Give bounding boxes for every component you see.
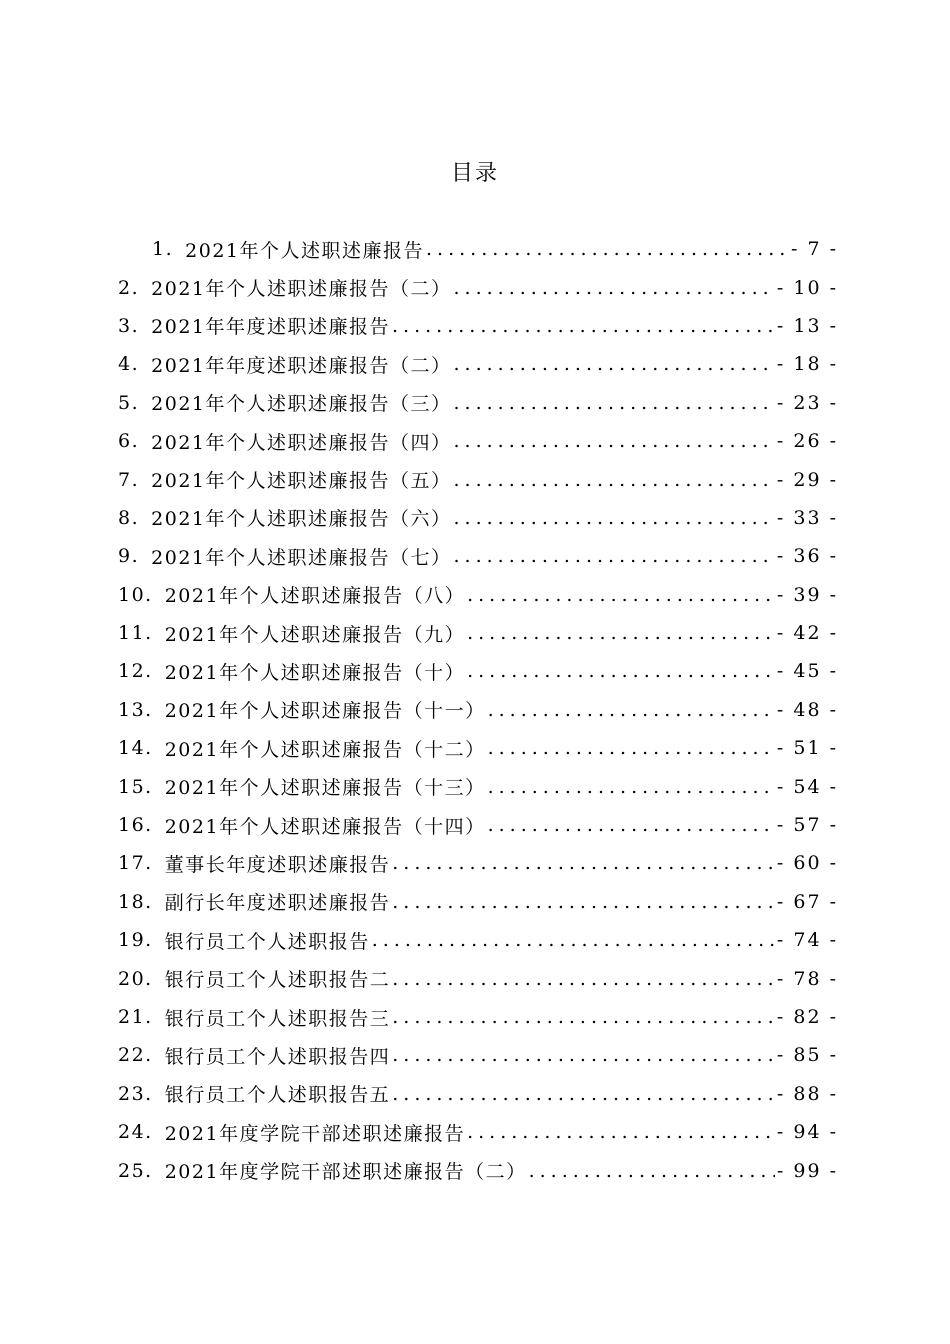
- toc-entry-title[interactable]: 2021年年度述职述廉报告（二）: [151, 354, 452, 377]
- toc-dot-leader: [488, 814, 775, 836]
- toc-entry-page-number: - 54 -: [776, 775, 838, 798]
- toc-entry-page-number: - 94 -: [776, 1121, 838, 1144]
- toc-dot-leader: [454, 392, 775, 414]
- toc-entry-page-number: - 51 -: [776, 737, 838, 760]
- toc-entry-number: 14.: [118, 737, 153, 760]
- toc-dot-leader: [392, 1006, 775, 1028]
- toc-entry-page-number: - 88 -: [776, 1082, 838, 1105]
- toc-entry-title[interactable]: 2021年度学院干部述职述廉报告（二）: [164, 1161, 527, 1184]
- toc-dot-leader: [529, 1160, 775, 1182]
- toc-dot-leader: [454, 430, 775, 452]
- toc-entry-number: 20.: [118, 967, 153, 990]
- toc-entry-title[interactable]: 银行员工个人述职报告五: [164, 1084, 391, 1107]
- toc-entry-title[interactable]: 银行员工个人述职报告三: [164, 1007, 391, 1030]
- toc-entry-number: 4.: [118, 353, 140, 376]
- toc-entry-title[interactable]: 2021年个人述职述廉报告（十一）: [164, 700, 486, 723]
- toc-entry-page-number: - 60 -: [776, 852, 838, 875]
- toc-entry-title[interactable]: 2021年个人述职述廉报告（十）: [164, 661, 466, 684]
- toc-dot-leader: [392, 315, 775, 337]
- toc-dot-leader: [467, 1121, 775, 1143]
- toc-entry-page-number: - 23 -: [776, 391, 838, 414]
- toc-entry-page-number: - 36 -: [776, 545, 838, 568]
- toc-entry-page-number: - 33 -: [776, 506, 838, 529]
- toc-entry-page-number: - 57 -: [776, 814, 838, 837]
- toc-entry-number: 18.: [118, 890, 153, 913]
- toc-entry[interactable]: [118, 806, 838, 844]
- toc-entry-page-number: - 99 -: [776, 1159, 838, 1182]
- toc-entry-number: 24.: [118, 1121, 153, 1144]
- toc-entry[interactable]: [118, 691, 838, 729]
- toc-entry[interactable]: [118, 883, 838, 921]
- toc-entry[interactable]: [118, 384, 838, 422]
- toc-dot-leader: [454, 469, 775, 491]
- toc-entry-page-number: - 39 -: [776, 583, 838, 606]
- toc-entry-title[interactable]: 2021年个人述职述廉报告（二）: [151, 278, 452, 301]
- toc-entry-page-number: - 82 -: [776, 1006, 838, 1028]
- toc-entry-title[interactable]: 银行员工个人述职报告四: [164, 1045, 391, 1068]
- toc-entry-number: 16.: [118, 814, 153, 837]
- toc-entry-page-number: - 78 -: [776, 967, 838, 990]
- toc-dot-leader: [392, 1083, 775, 1105]
- toc-entry-page-number: - 26 -: [776, 430, 838, 453]
- toc-entry[interactable]: [118, 307, 838, 345]
- toc-dot-leader: [454, 507, 775, 529]
- toc-entry[interactable]: [118, 1036, 838, 1074]
- toc-dot-leader: [488, 737, 775, 759]
- toc-entry[interactable]: [118, 1075, 838, 1113]
- toc-entry[interactable]: [118, 844, 838, 882]
- toc-entry-page-number: - 42 -: [776, 622, 838, 645]
- toc-entry-number: 6.: [118, 430, 140, 453]
- toc-entry-title[interactable]: 2021年个人述职述廉报告（九）: [164, 623, 466, 646]
- toc-entry-number: 15.: [118, 775, 153, 798]
- toc-entry-number: 21.: [118, 1006, 153, 1028]
- toc-entry-title[interactable]: 2021年个人述职述廉报告（十二）: [164, 738, 486, 761]
- toc-entry[interactable]: [118, 652, 838, 690]
- toc-dot-leader: [392, 852, 775, 874]
- toc-entry[interactable]: [118, 576, 838, 614]
- toc-dot-leader: [488, 776, 775, 798]
- toc-entry-number: 5.: [118, 391, 140, 414]
- toc-entry[interactable]: [118, 460, 838, 498]
- toc-entry[interactable]: [118, 537, 838, 575]
- toc-dot-leader: [454, 545, 775, 567]
- toc-entry[interactable]: [118, 1151, 838, 1189]
- toc-entry-title[interactable]: 2021年年度述职述廉报告: [151, 316, 390, 339]
- toc-dot-leader: [467, 584, 775, 606]
- toc-entry[interactable]: [118, 614, 838, 652]
- toc-entry[interactable]: [118, 998, 838, 1036]
- toc-entry-number: 25.: [118, 1159, 153, 1182]
- toc-entry-title[interactable]: 2021年个人述职述廉报告（十四）: [164, 815, 486, 838]
- toc-entry-number: 7.: [118, 468, 140, 491]
- toc-entry[interactable]: [118, 921, 838, 959]
- toc-entry-number: 9.: [118, 545, 140, 568]
- toc-dot-leader: [392, 968, 775, 990]
- toc-entry[interactable]: [118, 345, 838, 383]
- toc-dot-leader: [392, 1044, 775, 1066]
- toc-entry-title[interactable]: 2021年个人述职述廉报告（六）: [151, 508, 452, 531]
- toc-dot-leader: [392, 891, 775, 913]
- toc-entry[interactable]: [118, 230, 838, 268]
- toc-entry-page-number: - 7 -: [790, 238, 838, 261]
- toc-entry-page-number: - 67 -: [776, 890, 838, 913]
- toc-entry[interactable]: [118, 499, 838, 537]
- toc-entry-number: 17.: [118, 852, 153, 875]
- toc-entry-title[interactable]: 2021年个人述职述廉报告（七）: [151, 546, 452, 569]
- toc-entry-page-number: - 45 -: [776, 660, 838, 683]
- toc-dot-leader: [426, 238, 789, 260]
- toc-entry-title[interactable]: 2021年个人述职述廉报告（三）: [151, 393, 452, 416]
- toc-dot-leader: [454, 277, 775, 299]
- toc-entry-number: 22.: [118, 1044, 153, 1067]
- toc-entry-number: 19.: [118, 929, 153, 952]
- toc-entry-page-number: - 48 -: [776, 698, 838, 721]
- page-title: 目录: [450, 161, 499, 186]
- toc-entry[interactable]: [118, 959, 838, 997]
- toc-entry-number: 3.: [118, 314, 140, 337]
- toc-entry-title[interactable]: 2021年个人述职述廉报告: [185, 239, 424, 262]
- toc-entry-number: 11.: [118, 622, 153, 645]
- toc-dot-leader: [454, 353, 775, 375]
- toc-entry-title[interactable]: 2021年个人述职述廉报告（八）: [164, 585, 466, 608]
- toc-entry-title[interactable]: 2021年度学院干部述职述廉报告: [164, 1122, 466, 1145]
- toc-entry-number: 23.: [118, 1082, 153, 1105]
- table-of-contents: [118, 230, 838, 1190]
- toc-entry-title[interactable]: 董事长年度述职述廉报告: [164, 853, 391, 876]
- toc-entry-number: 2.: [118, 276, 140, 299]
- toc-entry-page-number: - 29 -: [776, 468, 838, 491]
- toc-entry-title[interactable]: 2021年个人述职述廉报告（十三）: [164, 777, 486, 800]
- toc-entry[interactable]: [118, 422, 838, 460]
- toc-entry[interactable]: [118, 268, 838, 306]
- toc-entry-page-number: - 18 -: [776, 353, 838, 376]
- toc-entry-number: 12.: [118, 660, 153, 683]
- toc-entry-title[interactable]: 副行长年度述职述廉报告: [164, 892, 391, 915]
- toc-entry-page-number: - 10 -: [776, 276, 838, 299]
- toc-entry-title[interactable]: 银行员工个人述职报告二: [164, 969, 391, 992]
- toc-entry-number: 13.: [118, 698, 153, 721]
- toc-entry-page-number: - 13 -: [776, 314, 838, 337]
- toc-entry[interactable]: [118, 1113, 838, 1151]
- toc-entry-title[interactable]: 银行员工个人述职报告: [164, 930, 370, 953]
- toc-dot-leader: [488, 699, 775, 721]
- toc-entry[interactable]: [118, 729, 838, 767]
- toc-entry-title[interactable]: 2021年个人述职述廉报告（四）: [151, 431, 452, 454]
- toc-entry-page-number: - 85 -: [776, 1044, 838, 1067]
- toc-entry-page-number: - 74 -: [776, 929, 838, 952]
- toc-entry[interactable]: [118, 767, 838, 805]
- toc-entry-number: 1.: [152, 238, 174, 261]
- toc-entry-number: 8.: [118, 506, 140, 529]
- toc-entry-title[interactable]: 2021年个人述职述廉报告（五）: [151, 470, 452, 493]
- toc-entry-number: 10.: [118, 583, 153, 606]
- toc-dot-leader: [372, 929, 775, 951]
- toc-dot-leader: [467, 660, 775, 682]
- toc-dot-leader: [467, 622, 775, 644]
